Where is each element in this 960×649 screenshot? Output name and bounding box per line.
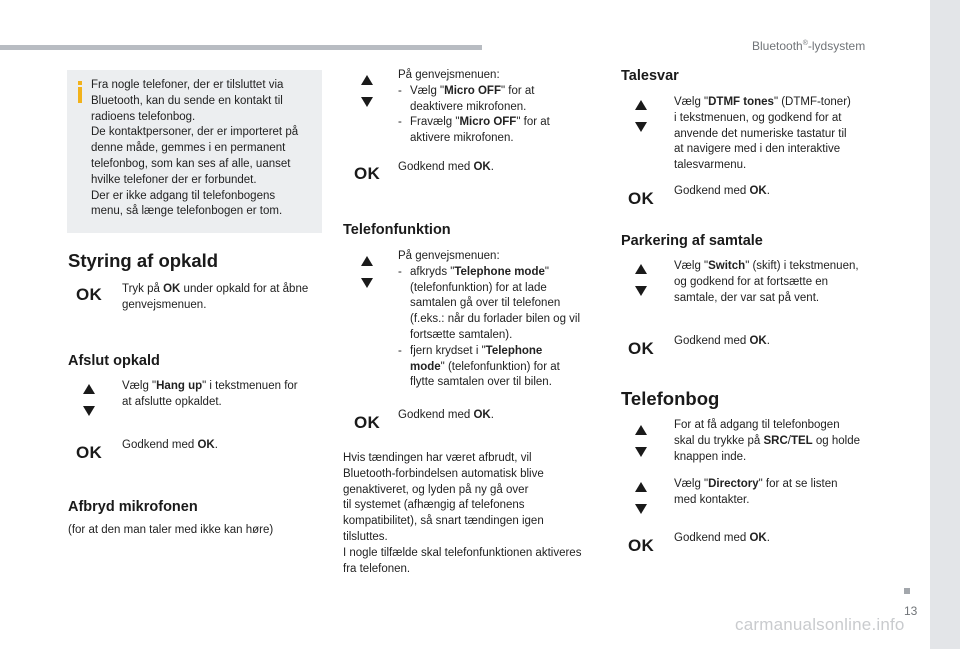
ok-button-icon: OK bbox=[76, 285, 103, 304]
telefonbog-directory: Vælg "Directory" for at se listen med kontakter. bbox=[674, 478, 838, 506]
section-title-styring: Styring af opkald bbox=[68, 250, 219, 271]
talesvar-confirm: Godkend med OK. bbox=[674, 185, 770, 197]
up-down-arrows-icon bbox=[634, 423, 648, 463]
ok-button-icon: OK bbox=[628, 536, 655, 555]
up-down-arrows-icon bbox=[360, 73, 374, 113]
watermark: carmanualsonline.info bbox=[735, 615, 905, 634]
ok-button-icon: OK bbox=[354, 413, 381, 432]
telefonbog-text: For at få adgang til telefonbogen skal du trykke på SRC/TEL og holde knappen inde. bbox=[674, 419, 861, 463]
section-title-telefonfunktion: Telefonfunktion bbox=[343, 222, 451, 238]
telefonfunktion-confirm: Godkend med OK. bbox=[398, 409, 494, 421]
micro-text: På genvejsmenuen: - Vælg "Micro OFF" for at deaktivere mikrofonen. - Fravælg "Micro OFF" for at aktivere mikrofonen. bbox=[398, 68, 598, 147]
up-down-arrows-icon bbox=[634, 480, 648, 520]
ok-button-icon: OK bbox=[76, 443, 103, 462]
page-number: 13 bbox=[904, 604, 918, 618]
info-icon bbox=[78, 81, 82, 103]
continuation-marker bbox=[904, 588, 910, 594]
info-text: Fra nogle telefoner, der er tilsluttet via Bluetooth, kan du sende en kontakt til radioens telefonbog. De kontaktpersoner, der er importeret på denne måde, gemmes i en permanent telefonbog, som kan ses af alle, uanset hvilke telefoner der er forbundet. Der er ikke adgang til telefonbogens menu, så længe telefonbogen er tom. bbox=[91, 79, 299, 218]
parkering-confirm: Godkend med OK. bbox=[674, 335, 770, 347]
running-header: Bluetooth®-lydsystem bbox=[752, 39, 866, 53]
section-title-afbryd: Afbryd mikrofonen bbox=[68, 499, 198, 515]
afbryd-subtitle: (for at den man taler med ikke kan høre) bbox=[68, 524, 274, 536]
ok-button-icon: OK bbox=[354, 164, 381, 183]
section-title-talesvar: Talesvar bbox=[621, 68, 679, 84]
afslut-text: Vælg "Hang up" i tekstmenuen for at afslutte opkaldet. bbox=[122, 380, 298, 408]
micro-confirm: Godkend med OK. bbox=[398, 161, 494, 173]
side-tab-strip bbox=[930, 0, 960, 649]
afslut-confirm: Godkend med OK. bbox=[122, 439, 218, 451]
ok-button-icon: OK bbox=[628, 189, 655, 208]
styring-text: Tryk på OK under opkald for at åbne genvejsmenuen. bbox=[122, 283, 309, 311]
up-down-arrows-icon bbox=[634, 262, 648, 302]
section-title-telefonbog: Telefonbog bbox=[621, 388, 720, 409]
telefonfunktion-text: På genvejsmenuen: - afkryds "Telephone mode" (telefonfunktion) for at lade samtalen gå over til telefonen (f.eks.: når du forlader bilen og vil fortsætte samtalen). - fjern krydset i "Telephone mode" (telefonfunktion) for at flytte samtalen over til bilen. bbox=[398, 249, 603, 391]
up-down-arrows-icon bbox=[634, 98, 648, 138]
section-title-parkering: Parkering af samtale bbox=[621, 233, 763, 249]
ok-button-icon: OK bbox=[628, 339, 655, 358]
section-title-afslut: Afslut opkald bbox=[68, 353, 160, 369]
telefonbog-confirm: Godkend med OK. bbox=[674, 532, 770, 544]
info-box bbox=[67, 70, 322, 233]
talesvar-text: Vælg "DTMF tones" (DTMF-toner) i tekstmenuen, og godkend for at anvende det numeriske tastatur til at navigere med i den interaktive talesvarmenu. bbox=[674, 96, 851, 172]
parkering-text: Vælg "Switch" (skift) i tekstmenuen, og godkend for at fortsætte en samtale, der var sat på vent. bbox=[674, 260, 859, 304]
telefonfunktion-note: Hvis tændingen har været afbrudt, vil Bluetooth-forbindelsen automatisk blive genaktiveret, og lyden på ny gå over til systemet (afhængig af telefonens kompatibilitet), så snart tændingen igen tilsluttes. I nogle tilfælde skal telefonfunktionen aktiveres fra telefonen. bbox=[343, 452, 582, 575]
header-rule bbox=[0, 45, 482, 50]
up-down-arrows-icon bbox=[360, 254, 374, 294]
up-down-arrows-icon bbox=[82, 382, 96, 422]
